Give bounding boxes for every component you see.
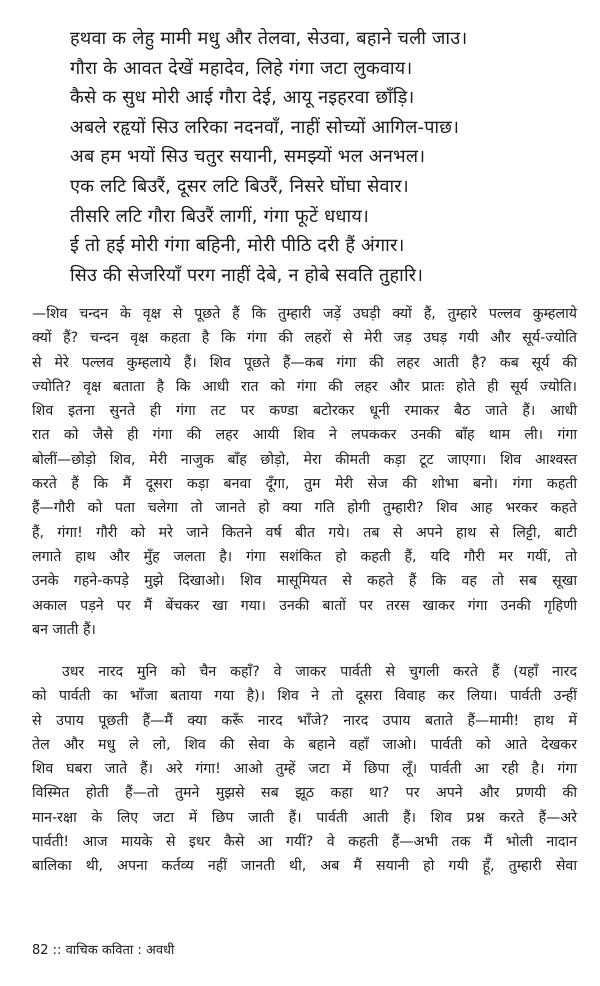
prose-line: बालिका थी, अपना कर्तव्य नहीं जानती थी, अब मैं सयानी हो गयी हूँ, तुम्हारी सेवा [32,858,577,875]
verse-line: अबले रहृयों सिउ लरिका नदनवाँ, नाहीं सोच्यों आगिल-पाछ। [70,116,460,138]
prose-line: बोलीं—छोड़ो शिव, मेरी नाजुक बाँह छोड़ो, मेरा कीमती कड़ा टूट जाएगा। शिव आश्वस्त [32,451,577,468]
verse-line: तीसरि लटि गौरा बिउरैं लागीं, गंगा फूटें धधाय। [70,205,370,227]
prose-line: हैं—गौरी को पता चलेगा तो जानते हो क्या गति होगी तुम्हारी? शिव आह भरकर कहते [32,500,577,517]
prose-line: से मेरे पल्लव कुम्हलाये हैं। शिव पूछते हैं—कब गंगा की लहर आती है? कब सूर्य की [32,354,577,371]
prose-line: शिव इतना सुनते ही गंगा तट पर कण्डा बटोरकर धूनी रमाकर बैठ जाते हैं। आधी [32,403,577,420]
prose-line: पार्वती! आज मायके से इधर कैसे आ गयीं? वे कहती हैं—अभी तक मैं भोली नादान [32,834,577,851]
prose-line: रात को जैसे ही गंगा की लहर आयी शिव ने लपककर उनकी बाँह थाम ली। गंगा [32,427,577,444]
verse-line: सिउ की सेजरियाँ परग नाहीं देबे, न होबे सवति तुहारि। [70,264,424,286]
page-footer: 82 :: वाचिक कविता : अवधी [32,943,175,958]
verse-block [70,24,585,290]
prose-line: हैं, गंगा! गौरी को मरे जाने कितने वर्ष बीत गये। तब से अपने हाथ से लिट्टी, बाटी [32,524,577,541]
verse-line: अब हम भयों सिउ चतुर सयानी, समझ्यों भल अनभल। [70,146,426,168]
prose-line: लगाते हाथ और मुँह जलता है। गंगा सशंकित हो कहती हैं, यदि गौरी मर गयीं, तो [32,548,577,565]
prose-line: ज्योति? वृक्ष बताता है कि आधी रात को गंगा की लहर और प्रातः होते ही सूर्य ज्योति। [32,378,577,395]
prose-paragraph-1 [32,302,577,642]
verse-line: कैसे क सुध मोरी आई गौरा देई, आयू नइहरवा छाँड़ि। [70,87,415,109]
verse-line: गौरा के आवत देखें महादेव, लिहे गंगा जटा लुकवाय। [70,57,413,79]
prose-line: क्यों हैं? चन्दन वृक्ष कहता है कि गंगा की लहरों से मेरी जड़ उघड़ गयी और सूर्य-ज्योति [32,330,577,347]
prose-line: बन जाती हैं। [32,621,96,638]
prose-line: शिव घबरा जाते हैं। अरे गंगा! आओ तुम्हें जटा में छिपा लूँ। पार्वती आ रही है। गंगा [32,761,577,778]
prose-line: तेल और मधु ले लो, शिव की सेवा के बहाने वहाँ जाओ। पार्वती को आते देखकर [32,736,577,753]
prose-line: अकाल पड़ने पर मैं बेंचकर खा गया। उनकी बातों पर तरस खाकर गंगा उनकी गृहिणी [32,597,577,614]
verse-line: ई तो हई मोरी गंगा बहिनी, मोरी पीठि दरी हैं अंगार। [70,235,405,257]
prose-line: विस्मित होती हैं—तो तुमने मुझसे सब झूठ कहा था? पर अपने और प्रणयी की [32,785,577,802]
prose-line: को पार्वती का भाँजा बताया गया है)। शिव ने तो दूसरा विवाह कर लिया। पार्वती उन्हीं [32,688,577,705]
verse-line: एक लटि बिउरैं, दूसर लटि बिउरैं, निसरे घोंघा सेवार। [70,175,409,197]
prose-line: मान-रक्षा के लिए जटा में छिप जाती हैं। पार्वती आती हैं। शिव प्रश्न करते हैं—अरे [32,809,577,826]
prose-line: करते हैं कि मैं दूसरा कड़ा बनवा दूँगा, तुम मेरी सेज की शोभा बनो। गंगा कहती [32,476,577,493]
prose-line: से उपाय पूछती हैं—मैं क्या करूँ नारद भाँजे? नारद उपाय बताते हैं—मामी! हाथ में [32,712,577,729]
prose-line: —शिव चन्दन के वृक्ष से पूछते हैं कि तुम्हारी जड़ें उघड़ी क्यों हैं, तुम्हारे पल्लव कुम्हलाये [32,306,577,322]
verse-line: हथवा क लेहु मामी मधु और तेलवा, सेउवा, बहाने चली जाउ। [70,28,468,49]
prose-paragraph-2 [32,660,577,879]
prose-line: उनके गहने-कपड़े मुझे दिखाओ। शिव मासूमियत से कहते हैं कि वह तो सब सूखा [32,573,577,590]
prose-line: उधर नारद मुनि को चैन कहाँ? वे जाकर पार्वती से चुगली करते हैं (यहाँ नारद [62,664,577,680]
